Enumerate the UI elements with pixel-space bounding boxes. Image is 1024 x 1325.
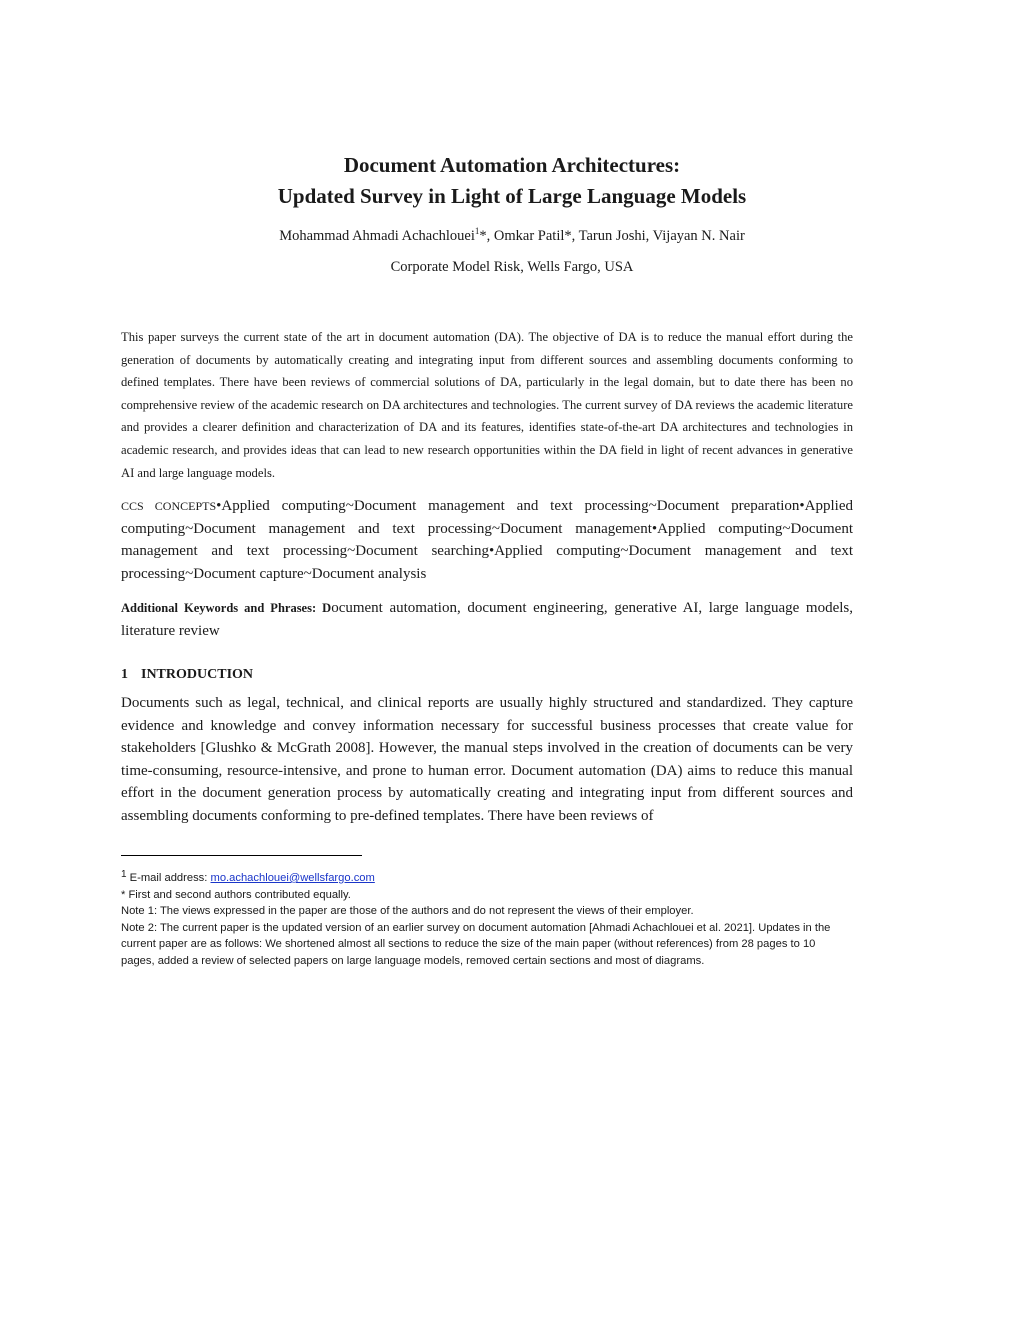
ccs-concepts — [121, 495, 853, 585]
ccs-concepts-text: •Applied computing~Document management and text processing~Document preparation•Applied computing~Document management and text processing~Document management•Applied computing~Document management and text processing~Document searching•Applied computing~Document management and text processing~Document capture~Document analysis — [121, 498, 854, 582]
footnote-separator — [121, 855, 362, 856]
introduction-paragraph: Documents such as legal, technical, and clinical reports are usually highly structured and standardized. They capture evidence and knowledge and convey information necessary for successful business processes that create value for stakeholders [Glushko & McGrath 2008]. However, the manual steps involved in the creation of documents can be very time-consuming, resource-intensive, and prone to human error. Document automation (DA) aims to reduce this manual effort in the document generation process by automatically creating and integrating input from different sources and assembling documents conforming to pre-defined templates. There have been reviews of — [121, 695, 853, 824]
footnotes — [121, 867, 851, 969]
footnote-email — [121, 867, 851, 887]
paper-title-line-2: Updated Survey in Light of Large Language Models — [277, 184, 747, 208]
section-title: INTRODUCTION — [141, 667, 254, 682]
footnote-note-1: Note 1: The views expressed in the paper are those of the authors and do not represent the views of their employer. — [121, 905, 694, 917]
section-number: 1 — [121, 667, 128, 682]
section-heading-introduction — [121, 667, 253, 683]
footnote-note-2: Note 2: The current paper is the updated version of an earlier survey on document automation [Ahmadi Achachlouei et al. 2021]. Updates in the current paper are as follows: We shortened almost all sections to reduce the size of the main paper (without references) from 28 pages to 10 pages, added a review of selected papers on large language models, removed certain sections and most of diagrams. — [121, 921, 831, 967]
keywords — [121, 597, 853, 642]
affiliation: Corporate Model Risk, Wells Fargo, USA — [390, 259, 634, 275]
ccs-concepts-label: CCS CONCEPTS — [121, 499, 217, 513]
footnote-equal-contribution: * First and second authors contributed equally. — [121, 888, 351, 901]
keywords-text: ocument automation, document engineering, generative AI, large language models, literature review — [121, 600, 853, 639]
email-link[interactable]: mo.achachlouei@wellsfargo.com — [210, 872, 375, 884]
keywords-label: Additional Keywords and Phrases: D — [121, 601, 332, 615]
footnote-email-label: E-mail address: — [126, 872, 211, 884]
other-authors: *, Omkar Patil*, Tarun Joshi, Vijayan N. Nair — [479, 227, 745, 244]
footnote-email-mark: 1 — [121, 869, 127, 880]
first-author-footnote-mark: 1 — [474, 226, 480, 236]
first-author: Mohammad Ahmadi Achachlouei — [279, 227, 475, 244]
paper-title-line-1: Document Automation Architectures: — [343, 153, 681, 177]
author-list — [0, 226, 1024, 245]
abstract: This paper surveys the current state of the art in document automation (DA). The objective of DA is to reduce the manual effort during the generation of documents by automatically creating and integrating input from different sources and assembling documents conforming to defined templates. There have been reviews of commercial solutions of DA, particularly in the legal domain, but to date there has been no comprehensive review of the academic research on DA architectures and technologies. The current survey of DA reviews the academic literature and provides a clearer definition and characterization of DA and its features, identifies state-of-the-art DA architectures and technologies in academic research, and provides ideas that can lead to new research opportunities within the DA field in light of recent advances in generative AI and large language models. — [121, 330, 853, 480]
